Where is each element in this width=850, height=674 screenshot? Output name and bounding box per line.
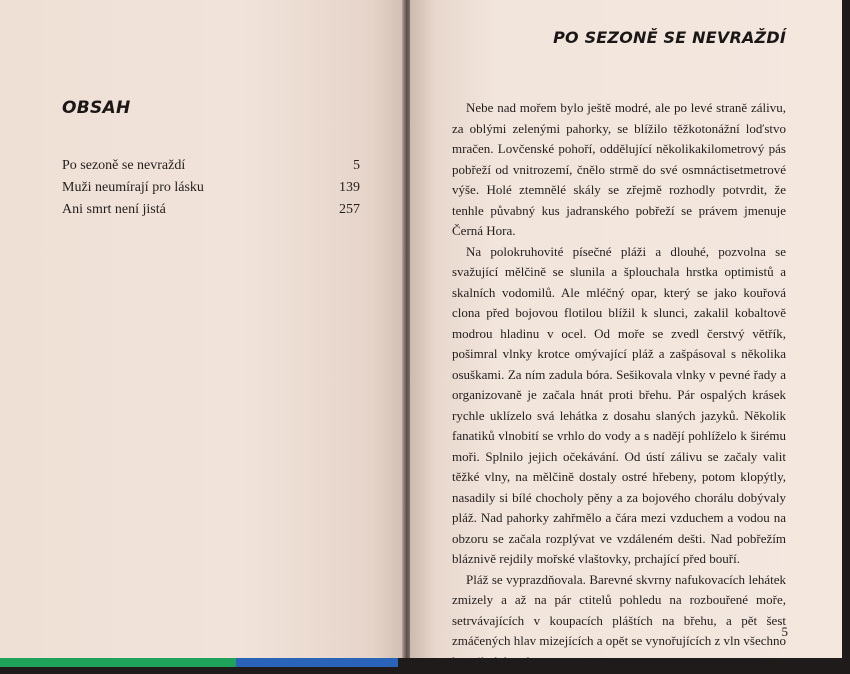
running-head: PO SEZONĚ SE NEVRAŽDÍ bbox=[553, 28, 786, 47]
toc-heading: OBSAH bbox=[62, 98, 131, 118]
left-page bbox=[0, 0, 404, 662]
paragraph: Pláž se vyprazdňovala. Barevné skvrny nafukovacích lehátek zmizely a až na pár ctitelů pohledu na rozbouřené moře, setrvávajících v koupacích pláštích na břehu, a pět šest zmáčených hlav mizejících a opět se vynořujících z vln všechno bbox=[452, 571, 786, 648]
chapter-body bbox=[452, 98, 786, 672]
table-of-contents bbox=[62, 155, 360, 221]
toc-entry-page: 139 bbox=[339, 180, 360, 195]
cover-stripe-green bbox=[0, 658, 236, 667]
toc-entry-page: 5 bbox=[353, 158, 360, 173]
page-number: 5 bbox=[781, 624, 788, 639]
paragraph: Nebe nad mořem bylo ještě modré, ale po levé straně zálivu, za oblými zelenými pahorky, se blížilo těžkotonážní loďstvo mračen. Lovčenské pohoří, oddělující několikakilometrový pás pobřeží od vnitrozemí, čnělo strmě do své osmnáctisetmetrové výše. Holé ztemnělé skály se zřejmě rozhodly potvrdit, že tenhle půvabný kus jadranského pobřeží se právem jmenuje Černá Hora. bbox=[452, 100, 786, 238]
toc-entry bbox=[62, 199, 360, 221]
book-edge bbox=[842, 0, 850, 674]
toc-entry bbox=[62, 177, 360, 199]
toc-entry-title: Po sezoně se nevraždí bbox=[62, 158, 186, 173]
toc-entry-title: Ani smrt není jistá bbox=[62, 202, 166, 217]
toc-entry bbox=[62, 155, 360, 177]
toc-entry-page: 257 bbox=[339, 202, 360, 217]
cover-stripe-blue bbox=[236, 658, 398, 667]
paragraph: Na polokruhovité písečné pláži a dlouhé, pozvolna se svažující mělčině se slunila a šplouchala hrstka optimistů a skalních vodomilů. Ale mléčný opar, který se jako kouřová clona před bojovou flotilou blížil k slunci, zakalil kobaltově modrou hladinu v ocel. Od moře se zvedl čerstvý větřík, pošimral vlnky krotce omývající pláž a zašpásoval s několika osuškami. Za ním zadula bóra. Sešikovala vlnky v pevné řady a organizovaně je začala hnát proti břehu. Pár ospalých krásek rychle uklízelo svá lehátka z dosahu slaných jazyků. Několik fanatiků vlnobití se vrhlo do vody a s nadějí pohlíželo k širému moři. Splnilo jejich očekávání. Od ústí zálivu se začaly valit těžké vlny, na mělčině dostaly ostré hřebeny, potom klopýtly, nasadily si bílé chocholy pěny a za bojového chorálu dobývaly pláž. Nad pahorky zahřmělo a čára mezi vzduchem a vodou na obzoru se začala rozplývat ve vzdáleném dešti. Nad pobřežím bláznivě rejdily mořské vlaštovky, prchající před bouří. bbox=[452, 243, 786, 566]
toc-entry-title: Muži neumírají pro lásku bbox=[62, 180, 204, 195]
